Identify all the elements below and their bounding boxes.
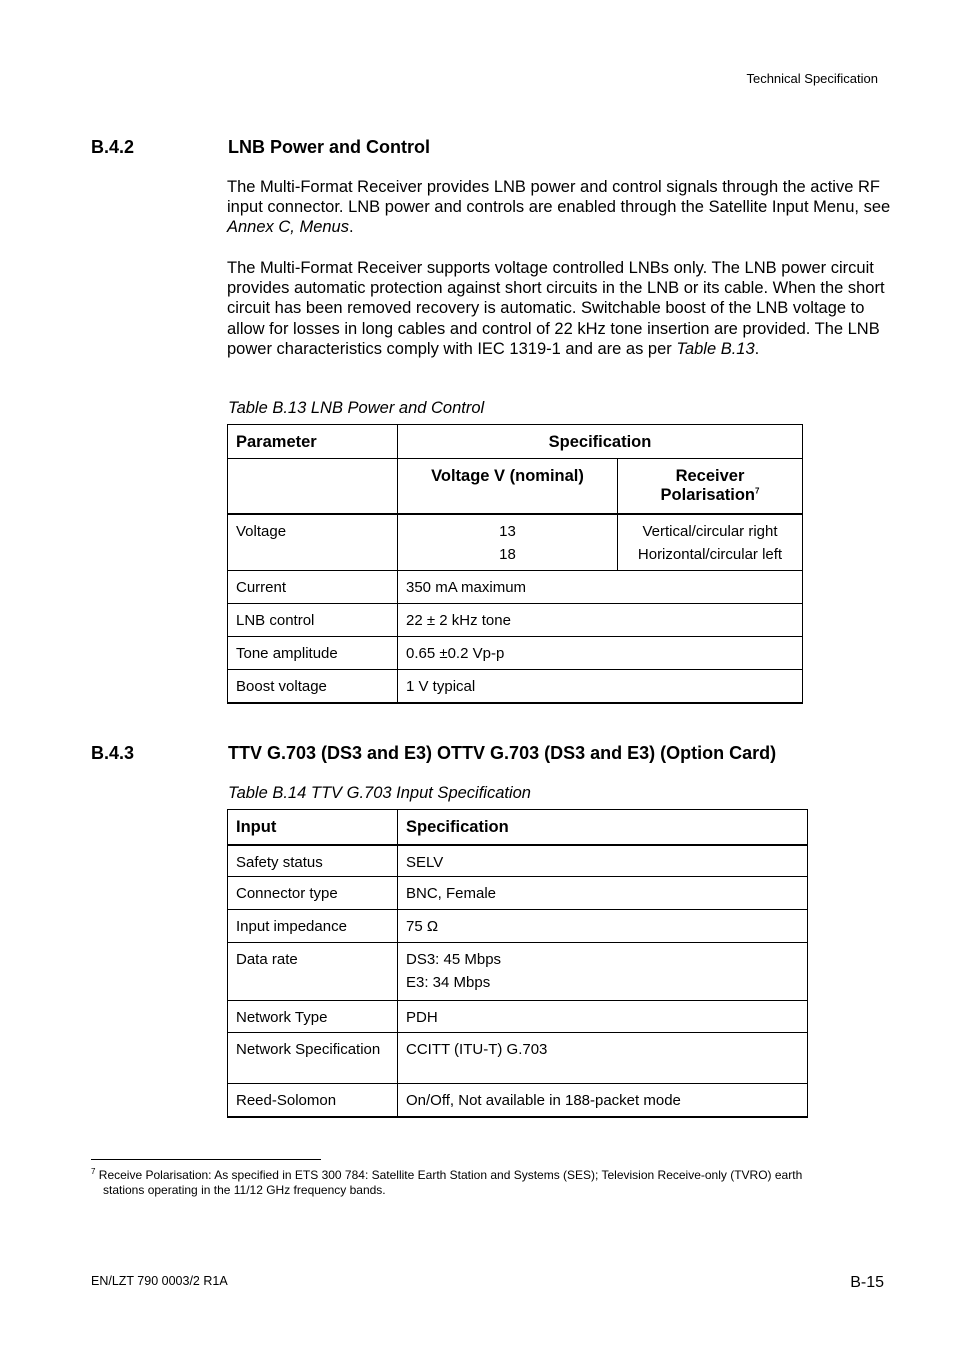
table-cell: 0.65 ±0.2 Vp-p: [398, 637, 803, 670]
section-title: LNB Power and Control: [228, 137, 430, 157]
table-cell: PDH: [398, 1001, 808, 1033]
table-cell: 75 Ω: [398, 910, 808, 943]
row-label: Voltage: [228, 514, 398, 571]
row-label: Tone amplitude: [228, 637, 398, 670]
column-header: Input: [228, 810, 398, 845]
table-row: [228, 1084, 808, 1117]
row-label: Connector type: [228, 877, 398, 910]
column-header: Specification: [398, 425, 803, 459]
footnote-marker: 7: [91, 1167, 96, 1176]
cross-reference: Table B.13: [676, 339, 755, 358]
section-title: TTV G.703 (DS3 and E3) OTTV G.703 (DS3 and E3) (Option Card): [228, 743, 777, 763]
cross-reference: Annex C, Menus: [227, 218, 349, 237]
row-label: Network Specification: [228, 1033, 398, 1084]
row-label: Data rate: [228, 943, 398, 1001]
row-label: Boost voltage: [228, 670, 398, 703]
footnote-marker: 7: [755, 486, 760, 496]
row-label: Input impedance: [228, 910, 398, 943]
column-subheader: Receiver Polarisation$^7$: [618, 459, 803, 514]
paragraph: The Multi-Format Receiver provides LNB power and control signals through the active RF input connector. LNB power and controls are enabled through the Satellite Input Menu, see Annex C, Menus.: [227, 178, 891, 237]
table-cell: Vertical/circular right Horizontal/circular left: [618, 514, 803, 571]
table-cell: 13 18: [398, 514, 618, 571]
table-cell: On/Off, Not available in 188-packet mode: [398, 1084, 808, 1117]
section-number: B.4.3: [91, 743, 135, 763]
footnote-separator: [91, 1159, 321, 1160]
table-cell: 1 V typical: [398, 670, 803, 703]
table-cell: [228, 459, 398, 514]
running-header: Technical Specification: [746, 71, 878, 86]
page-number: B-15: [850, 1274, 884, 1291]
lnb-power-table: [227, 424, 803, 704]
row-label: Current: [228, 571, 398, 604]
table-caption: Table B.14 TTV G.703 Input Specification: [228, 784, 531, 802]
table-row: [228, 845, 808, 877]
table-row: [228, 877, 808, 910]
document-id: EN/LZT 790 0003/2 R1A: [91, 1274, 228, 1288]
table-row: [228, 637, 803, 670]
row-label: Reed-Solomon: [228, 1084, 398, 1117]
paragraph: The Multi-Format Receiver supports voltage controlled LNBs only. The LNB power circuit provides automatic protection against short circuits in the LNB or its cable. When the short circuit has been removed recovery is automatic. Switchable boost of the LNB voltage to allow for losses in long cables and control of 22 kHz tone insertion are provided. The LNB power characteristics comply with IEC 1319-1 and are as per Table B.13.: [227, 259, 885, 358]
table-cell: CCITT (ITU-T) G.703: [398, 1033, 808, 1084]
column-subheader: Voltage V (nominal): [398, 459, 618, 514]
section-number: B.4.2: [91, 137, 135, 157]
table-caption: Table B.13 LNB Power and Control: [228, 399, 485, 417]
table-row: [228, 910, 808, 943]
footnote: $^7$ Receive Polarisation: As specified in ETS 300 784: Satellite Earth Station and Systems (SES); Television Receive-only (TVRO) earth stations operating in the 11/12 GHz frequency bands.: [91, 1167, 803, 1197]
table-row: [228, 670, 803, 703]
column-header: Parameter: [228, 425, 398, 459]
table-row: [228, 1033, 808, 1084]
table-row: [228, 571, 803, 604]
row-label: Safety status: [228, 845, 398, 877]
g703-input-table: [227, 809, 808, 1118]
table-cell: SELV: [398, 845, 808, 877]
table-cell: DS3: 45 Mbps E3: 34 Mbps: [398, 943, 808, 1001]
row-label: Network Type: [228, 1001, 398, 1033]
table-row: [228, 604, 803, 637]
table-cell: 350 mA maximum: [398, 571, 803, 604]
column-header: Specification: [398, 810, 808, 845]
table-row: [228, 943, 808, 1001]
table-cell: BNC, Female: [398, 877, 808, 910]
row-label: LNB control: [228, 604, 398, 637]
table-row: [228, 1001, 808, 1033]
table-cell: 22 ± 2 kHz tone: [398, 604, 803, 637]
